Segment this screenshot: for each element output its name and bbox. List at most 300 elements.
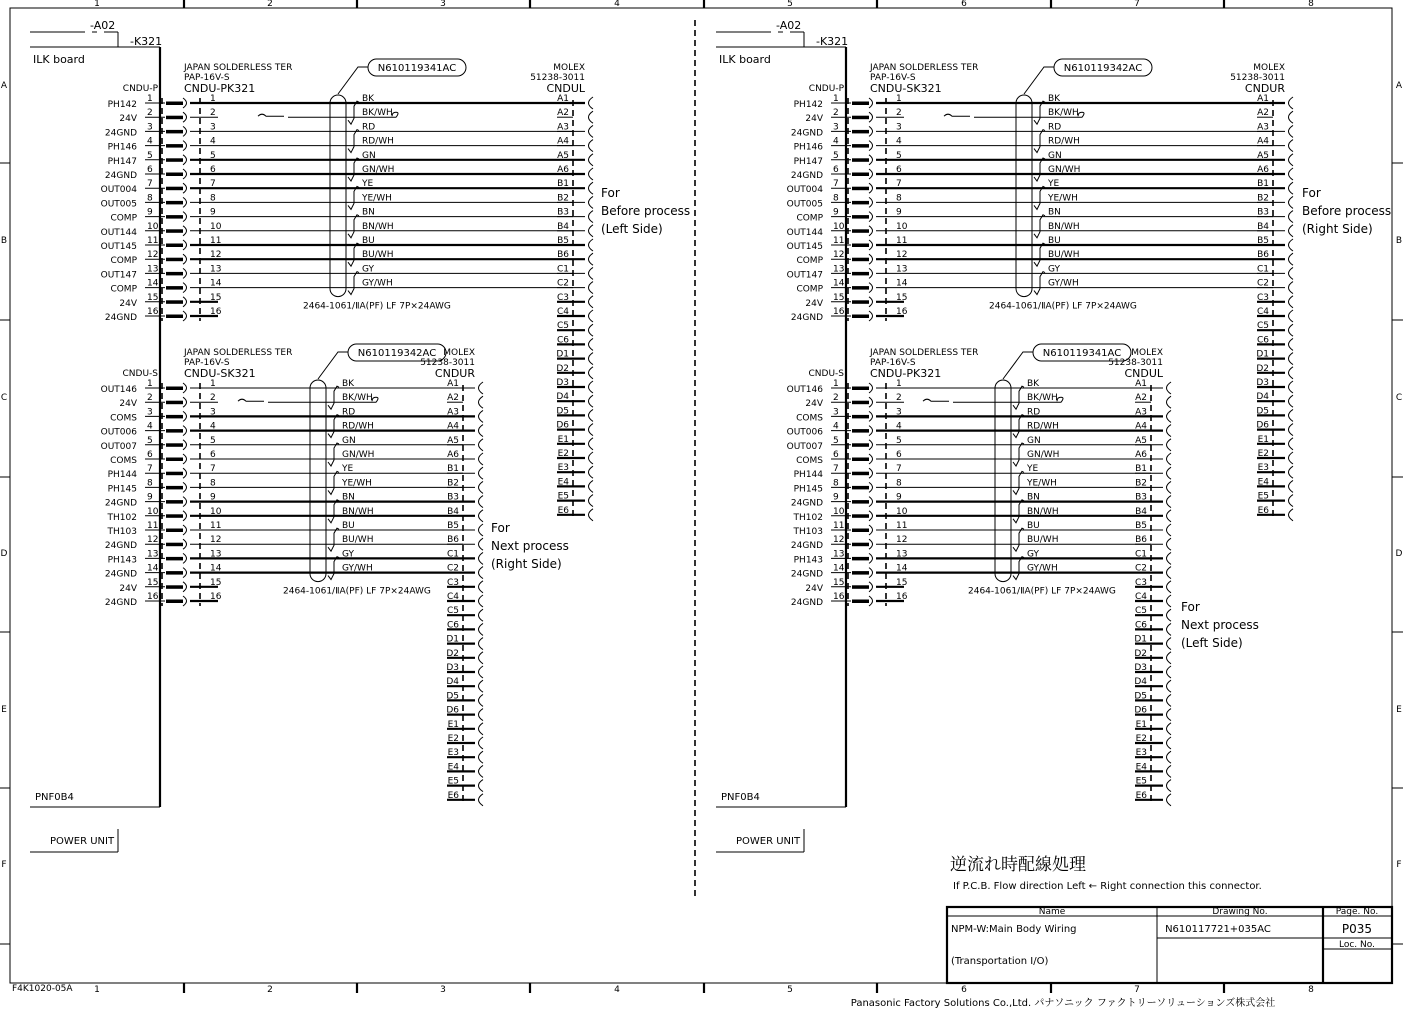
- harness-pin-number: 11: [896, 521, 908, 531]
- molex-socket-icon: [1289, 182, 1294, 194]
- column-label-bottom: 2: [267, 985, 273, 995]
- wire-color-label: BU: [1048, 236, 1061, 246]
- terminal-contact: [166, 201, 183, 205]
- pin-signal-label: OUT007: [100, 441, 137, 452]
- molex-socket-icon: [1167, 609, 1172, 621]
- harness-pin-number: 13: [896, 264, 908, 275]
- pin-number: 13: [833, 264, 845, 275]
- molex-socket-icon: [479, 623, 484, 635]
- molex-socket-icon: [1289, 480, 1294, 492]
- pin-signal-label: OUT005: [786, 199, 823, 210]
- drawing-number: N610117721+035AC: [1165, 924, 1271, 935]
- terminal-socket-icon: [183, 440, 187, 450]
- pin-number: 1: [833, 379, 839, 389]
- pin-signal-label: 24GND: [104, 569, 137, 580]
- pin-signal-label: COMS: [796, 456, 823, 466]
- molex-pin-label: C6: [556, 335, 569, 346]
- wire-color-label: RD: [1048, 122, 1062, 133]
- terminal-socket-icon: [183, 454, 187, 464]
- terminal-contact: [852, 585, 869, 589]
- cable-shield: [1016, 95, 1032, 297]
- harness-pin-number: 8: [210, 193, 216, 204]
- terminal-contact: [852, 130, 869, 134]
- board-connector-label: CNDU-P: [808, 84, 844, 94]
- molex-socket-icon: [589, 196, 594, 208]
- reverse-note-text: If P.C.B. Flow direction Left ← Right connection this connector.: [953, 881, 1262, 892]
- harness-pin-number: 12: [210, 250, 222, 261]
- terminal-contact: [852, 401, 869, 405]
- molex-pin-label: A4: [447, 421, 459, 432]
- molex-socket-icon: [1289, 196, 1294, 208]
- pin-row: [794, 478, 1163, 494]
- terminal-socket-icon: [869, 582, 873, 592]
- harness-pin-number: 6: [896, 165, 902, 175]
- pin-row: [787, 264, 1285, 280]
- molex-pin-label: D2: [1134, 648, 1147, 659]
- cable-shield: [330, 95, 346, 297]
- power-unit-label: POWER UNIT: [736, 836, 801, 847]
- harness-pin-number: 4: [210, 421, 216, 432]
- pin-signal-label: TH102: [793, 512, 823, 523]
- pin-signal-label: 24V: [805, 114, 823, 125]
- terminal-contact: [852, 514, 869, 518]
- harness-pin-number: 1: [210, 379, 216, 389]
- terminal-contact: [852, 116, 869, 120]
- molex-socket-icon: [1289, 324, 1294, 336]
- molex-socket-icon: [1289, 111, 1294, 123]
- pin-signal-label: PH146: [107, 142, 137, 153]
- wire-color-label: BN: [1027, 492, 1040, 503]
- pin-signal-label: OUT144: [100, 227, 137, 238]
- molex-socket-icon: [479, 765, 484, 777]
- terminal-contact: [852, 429, 869, 433]
- molex-pin-label: A1: [557, 94, 569, 104]
- pin-signal-label: 24GND: [790, 498, 823, 509]
- pin-number: 1: [147, 94, 153, 104]
- board-name: ILK board: [33, 53, 85, 66]
- terminal-contact: [166, 130, 183, 134]
- molex-socket-icon: [479, 581, 484, 593]
- wire-color-label: GY: [1048, 264, 1061, 275]
- pin-row: [101, 193, 585, 209]
- cable-part-number: N610119342AC: [1063, 63, 1143, 74]
- molex-pin-label: B1: [557, 179, 569, 190]
- harness-pin-number: 5: [896, 150, 902, 161]
- power-unit-label: POWER UNIT: [50, 836, 115, 847]
- molex-socket-icon: [479, 709, 484, 721]
- pin-row: [796, 450, 1163, 466]
- pin-signal-label: PH144: [107, 470, 137, 481]
- molex-connector-label: CNDUR: [434, 367, 475, 380]
- molex-socket-icon: [479, 567, 484, 579]
- molex-pin-label: B6: [1257, 250, 1269, 261]
- terminal-contact: [166, 415, 183, 419]
- terminal-socket-icon: [183, 497, 187, 507]
- pin-signal-label: 24GND: [790, 171, 823, 181]
- twisted-pair-icon: [1013, 528, 1024, 551]
- terminal-socket-icon: [183, 155, 187, 165]
- molex-socket-icon: [479, 751, 484, 763]
- molex-pin-label: E6: [1135, 790, 1147, 801]
- wire-color-label: GN/WH: [342, 450, 375, 460]
- molex-pin-label: B5: [557, 236, 569, 246]
- wire-color-label: BU/WH: [1048, 250, 1080, 261]
- wire-color-label: YE/WH: [342, 478, 372, 489]
- board-name: ILK board: [719, 53, 771, 66]
- molex-socket-icon: [589, 466, 594, 478]
- terminal-contact: [166, 458, 183, 462]
- molex-socket-icon: [589, 239, 594, 251]
- twisted-pair-icon: [348, 186, 359, 209]
- molex-socket-icon: [1289, 253, 1294, 265]
- pin-signal-label: TH103: [107, 527, 137, 537]
- company-name: Panasonic Factory Solutions Co.,Ltd. パナソニック ファクトリーソリューションズ株式会社: [850, 998, 1276, 1009]
- pin-row: [805, 108, 1084, 124]
- molex-pin-label: A4: [1257, 136, 1269, 147]
- molex-socket-icon: [1289, 424, 1294, 436]
- wire-color-label: GN/WH: [1048, 165, 1081, 175]
- molex-pin-label: B3: [1257, 207, 1269, 218]
- molex-pin-label: D1: [1134, 634, 1147, 645]
- molex-pin-label: E2: [1257, 449, 1269, 459]
- pin-number: 15: [833, 292, 845, 303]
- molex-pin-label: E2: [1135, 734, 1147, 744]
- molex-pin-label: D1: [1256, 349, 1269, 360]
- cut-wire-end-icon: [944, 114, 970, 116]
- pin-signal-label: PH142: [793, 100, 823, 110]
- cut-wire-end-icon: [238, 399, 264, 401]
- pin-number: 12: [833, 535, 845, 546]
- molex-socket-icon: [1167, 794, 1172, 806]
- molex-pin-label: B1: [447, 464, 459, 475]
- pin-row: [796, 407, 1163, 423]
- drawing-subtitle: (Transportation I/O): [951, 956, 1049, 967]
- pin-number: 11: [833, 521, 845, 531]
- pin-number: 13: [147, 264, 159, 275]
- pin-signal-label: 24V: [119, 583, 137, 594]
- harness-connector-label: CNDU-SK321: [184, 367, 256, 380]
- pin-number: 12: [147, 535, 159, 546]
- molex-socket-icon: [1167, 467, 1172, 479]
- a02-label: -A02: [90, 19, 116, 32]
- pin-signal-label: COMP: [796, 256, 823, 267]
- terminal-contact: [852, 486, 869, 490]
- molex-pin-label: B6: [447, 535, 459, 546]
- page-number: P035: [1341, 922, 1373, 936]
- pin-number: 15: [833, 577, 845, 588]
- molex-connector-label: CNDUL: [546, 82, 585, 95]
- cable-spec-label: 2464-1061/ⅡA(PF) LF 7P×24AWG: [303, 301, 451, 312]
- molex-socket-icon: [589, 111, 594, 123]
- terminal-contact: [852, 387, 869, 391]
- harness-connector-label: CNDU-SK321: [870, 82, 942, 95]
- terminal-socket-icon: [183, 141, 187, 151]
- molex-socket-icon: [589, 381, 594, 393]
- destination-note: (Right Side): [1302, 222, 1373, 236]
- molex-socket-icon: [589, 338, 594, 350]
- pin-signal-label: PH144: [793, 470, 823, 481]
- pin-number: 5: [833, 150, 839, 161]
- molex-socket-icon: [1289, 509, 1294, 521]
- molex-socket-icon: [1289, 97, 1294, 109]
- terminal-contact: [852, 315, 869, 319]
- molex-socket-icon: [589, 282, 594, 294]
- molex-socket-icon: [1167, 524, 1172, 536]
- pin-number: 7: [833, 179, 839, 190]
- terminal-socket-icon: [869, 511, 873, 521]
- cable-spec-label: 2464-1061/ⅡA(PF) LF 7P×24AWG: [283, 586, 431, 597]
- terminal-socket-icon: [869, 197, 873, 207]
- pin-number: 16: [147, 592, 159, 602]
- harness-pin-number: 11: [210, 236, 222, 246]
- wire-color-label: BK/WH: [342, 393, 373, 404]
- terminal-contact: [852, 600, 869, 604]
- molex-socket-icon: [1167, 552, 1172, 564]
- terminal-socket-icon: [869, 440, 873, 450]
- pin-number: 6: [833, 165, 839, 175]
- twisted-pair-icon: [348, 101, 359, 124]
- pin-signal-label: 24GND: [104, 541, 137, 552]
- wire-color-label: BN/WH: [342, 506, 374, 517]
- pin-signal-label: OUT004: [786, 185, 823, 196]
- terminal-socket-icon: [869, 212, 873, 222]
- molex-pin-label: C3: [556, 292, 569, 303]
- terminal-socket-icon: [183, 568, 187, 578]
- pin-signal-label: OUT004: [100, 185, 137, 196]
- column-label-top: 2: [267, 0, 273, 9]
- terminal-contact: [852, 229, 869, 233]
- pin-signal-label: 24GND: [104, 128, 137, 139]
- pin-signal-label: PH147: [107, 156, 137, 167]
- terminal-contact: [852, 529, 869, 533]
- harness-pin-number: 14: [210, 278, 222, 289]
- harness-pin-number: 1: [210, 94, 216, 104]
- molex-socket-icon: [1289, 211, 1294, 223]
- pin-number: 14: [833, 278, 845, 289]
- molex-socket-icon: [1167, 694, 1172, 706]
- harness-pin-number: 3: [896, 122, 902, 133]
- pin-number: 10: [833, 506, 845, 517]
- terminal-socket-icon: [869, 226, 873, 236]
- terminal-socket-icon: [183, 112, 187, 122]
- twisted-pair-icon: [328, 443, 339, 466]
- harness-pin-number: 9: [210, 492, 216, 503]
- terminal-contact: [852, 458, 869, 462]
- pin-signal-label: OUT146: [100, 385, 137, 395]
- molex-socket-icon: [1167, 382, 1172, 394]
- board-connector-label: CNDU-S: [122, 369, 158, 379]
- pin-row: [101, 179, 585, 195]
- twisted-pair-icon: [1013, 557, 1024, 580]
- harness-pin-number: 16: [210, 592, 222, 602]
- pin-row: [105, 592, 222, 608]
- wire-color-label: BK: [1027, 379, 1040, 389]
- terminal-contact: [852, 500, 869, 504]
- harness-pin-number: 11: [896, 236, 908, 246]
- terminal-socket-icon: [183, 596, 187, 606]
- molex-pin-label: A3: [1257, 122, 1269, 133]
- molex-pin-label: E5: [1135, 776, 1147, 787]
- molex-socket-icon: [1167, 666, 1172, 678]
- molex-socket-icon: [479, 595, 484, 607]
- wire-color-label: GN: [1027, 435, 1041, 446]
- terminal-contact: [166, 173, 183, 177]
- molex-pin-label: E5: [557, 491, 569, 502]
- molex-socket-icon: [479, 609, 484, 621]
- connector-block-right-top: [787, 59, 1392, 521]
- pin-row: [101, 236, 585, 252]
- pin-signal-label: 24V: [805, 298, 823, 309]
- molex-socket-icon: [1289, 267, 1294, 279]
- terminal-socket-icon: [183, 183, 187, 193]
- pin-signal-label: COMP: [110, 284, 137, 295]
- molex-socket-icon: [479, 481, 484, 493]
- molex-socket-icon: [589, 168, 594, 180]
- wire-color-label: BU: [342, 521, 355, 531]
- pin-row: [796, 279, 1285, 295]
- molex-pin-label: E3: [1257, 463, 1269, 474]
- molex-pin-label: A6: [1135, 450, 1147, 460]
- molex-socket-icon: [1167, 481, 1172, 493]
- molex-pin-label: A3: [557, 122, 569, 133]
- molex-pin-label: A1: [1257, 94, 1269, 104]
- pin-number: 10: [147, 506, 159, 517]
- cut-wire-end-icon: [258, 114, 284, 116]
- pin-signal-label: PH142: [107, 100, 137, 110]
- molex-socket-icon: [1289, 495, 1294, 507]
- terminal-contact: [166, 286, 183, 290]
- wire-color-label: GY: [1027, 549, 1040, 560]
- molex-pin-label: C4: [556, 307, 569, 317]
- wire-color-label: GN: [342, 435, 356, 446]
- harness-pin-number: 9: [896, 492, 902, 503]
- pin-signal-label: OUT147: [100, 270, 137, 281]
- molex-pin-label: A6: [557, 165, 569, 175]
- terminal-socket-icon: [183, 383, 187, 393]
- pin-number: 7: [147, 464, 153, 475]
- molex-socket-icon: [1289, 466, 1294, 478]
- terminal-contact: [852, 244, 869, 248]
- twisted-pair-icon: [348, 243, 359, 266]
- molex-pin-label: C6: [1134, 620, 1147, 631]
- molex-pin-label: D3: [446, 663, 459, 673]
- molex-pin-label: C3: [446, 577, 459, 588]
- molex-pin-label: B2: [1257, 193, 1269, 204]
- row-label-right: D: [1395, 549, 1403, 559]
- twisted-pair-icon: [328, 557, 339, 580]
- pin-row: [119, 393, 378, 409]
- molex-pin-label: A5: [447, 435, 459, 446]
- connector-type-label: PAP-16V-S: [184, 73, 230, 83]
- molex-socket-icon: [589, 409, 594, 421]
- pin-number: 16: [833, 307, 845, 317]
- twisted-pair-icon: [348, 158, 359, 181]
- molex-pin-label: C2: [556, 278, 569, 289]
- molex-socket-icon: [1167, 680, 1172, 692]
- terminal-socket-icon: [183, 553, 187, 563]
- frame-border: [10, 8, 1392, 983]
- wire-color-label: BN/WH: [1027, 506, 1059, 517]
- molex-socket-icon: [1289, 452, 1294, 464]
- harness-pin-number: 8: [896, 478, 902, 489]
- harness-pin-number: 7: [896, 179, 902, 190]
- pin-row: [791, 307, 908, 323]
- molex-pin-label: C2: [446, 563, 459, 574]
- twisted-pair-icon: [1013, 443, 1024, 466]
- pin-number: 9: [833, 207, 839, 218]
- molex-socket-icon: [589, 353, 594, 365]
- destination-note: For: [601, 186, 620, 200]
- connector-type-label: PAP-16V-S: [870, 73, 916, 83]
- terminal-contact: [852, 215, 869, 219]
- pin-number: 11: [147, 521, 159, 531]
- terminal-socket-icon: [183, 268, 187, 278]
- column-label-top: 7: [1134, 0, 1140, 9]
- molex-pin-label: E4: [557, 477, 569, 488]
- molex-pin-label: A2: [447, 393, 459, 404]
- pin-row: [110, 279, 585, 295]
- molex-socket-icon: [1167, 623, 1172, 635]
- molex-maker-label: MOLEX: [1253, 63, 1285, 73]
- terminal-contact: [852, 443, 869, 447]
- harness-pin-number: 8: [896, 193, 902, 204]
- harness-pin-number: 14: [896, 278, 908, 289]
- twisted-pair-icon: [1034, 243, 1045, 266]
- terminal-socket-icon: [183, 582, 187, 592]
- molex-part-label: 51238-3011: [420, 358, 475, 368]
- molex-pin-label: C1: [556, 264, 569, 275]
- twisted-pair-icon: [328, 500, 339, 523]
- pin-signal-label: 24GND: [104, 498, 137, 509]
- molex-socket-icon: [1167, 439, 1172, 451]
- molex-pin-label: D4: [446, 677, 459, 688]
- harness-pin-number: 8: [210, 478, 216, 489]
- pin-signal-label: OUT007: [786, 441, 823, 452]
- terminal-contact: [166, 557, 183, 561]
- pin-number: 15: [147, 577, 159, 588]
- molex-socket-icon: [1167, 567, 1172, 579]
- molex-socket-icon: [1167, 638, 1172, 650]
- harness-pin-number: 7: [210, 179, 216, 190]
- molex-part-label: 51238-3011: [530, 73, 585, 83]
- harness-pin-number: 6: [210, 165, 216, 175]
- terminal-socket-icon: [183, 212, 187, 222]
- terminal-contact: [166, 514, 183, 518]
- pin-signal-label: OUT145: [786, 242, 823, 252]
- destination-note: For: [1181, 600, 1200, 614]
- molex-pin-label: E5: [447, 776, 459, 787]
- molex-socket-icon: [1289, 296, 1294, 308]
- pin-number: 13: [147, 549, 159, 560]
- harness-pin-number: 15: [210, 292, 222, 303]
- pin-number: 3: [147, 407, 153, 418]
- terminal-socket-icon: [869, 482, 873, 492]
- harness-pin-number: 14: [210, 563, 222, 574]
- molex-pin-label: A6: [1257, 165, 1269, 175]
- connector-type-label: PAP-16V-S: [870, 358, 916, 368]
- molex-socket-icon: [479, 737, 484, 749]
- molex-socket-icon: [1167, 581, 1172, 593]
- wire-color-label: BK: [1048, 94, 1061, 104]
- wire-color-label: BU/WH: [362, 250, 394, 261]
- pin-number: 16: [147, 307, 159, 317]
- molex-socket-icon: [479, 425, 484, 437]
- cable-leader-line: [1024, 67, 1054, 94]
- pin-signal-label: TH102: [107, 512, 137, 523]
- molex-pin-label: A2: [1135, 393, 1147, 404]
- molex-pin-label: E6: [557, 505, 569, 516]
- harness-pin-number: 13: [210, 549, 222, 560]
